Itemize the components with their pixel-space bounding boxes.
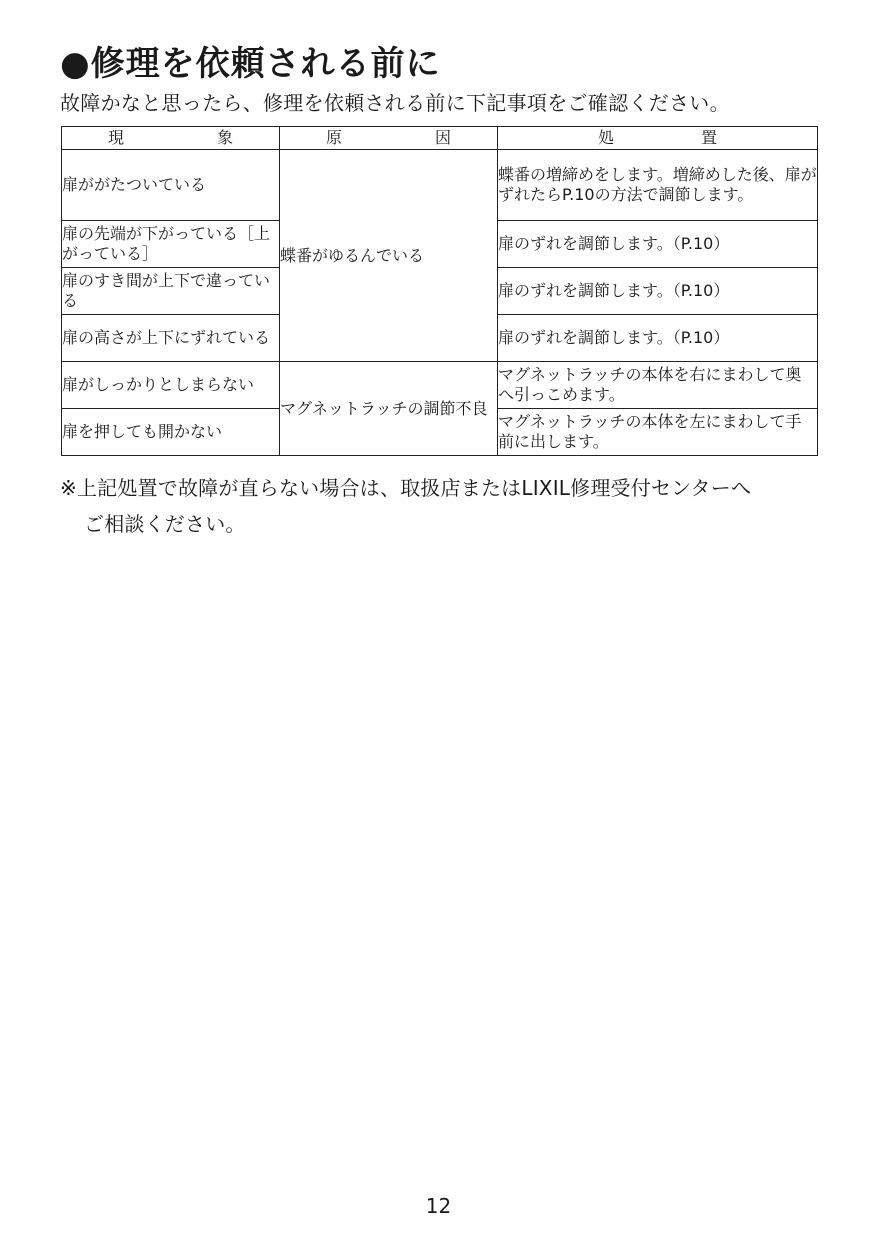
symptom-cell: 扉の先端が下がっている［上がっている］ [62, 221, 280, 268]
symptom-cell: 扉の高さが上下にずれている [62, 315, 280, 362]
header-symptom: 現 象 [62, 127, 280, 150]
intro-text: 故障かなと思ったら、修理を依頼される前に下記事項をご確認ください。 [60, 91, 730, 115]
footnote-line-1: ※上記処置で故障が直らない場合は、取扱店またはLIXIL修理受付センターへ [60, 476, 752, 500]
action-cell: 蝶番の増締めをします。増締めした後、扉がずれたらP.10の方法で調節します。 [498, 150, 818, 221]
troubleshooting-table [61, 126, 818, 456]
table-row [62, 362, 818, 409]
cause-cell: 蝶番がゆるんでいる [280, 150, 498, 362]
symptom-cell: 扉ががたついている [62, 150, 280, 221]
footnote [60, 470, 751, 542]
symptom-cell: 扉を押しても開かない [62, 409, 280, 456]
symptom-cell: 扉がしっかりとしまらない [62, 362, 280, 409]
action-cell: マグネットラッチの本体を右にまわして奥へ引っこめます。 [498, 362, 818, 409]
header-action: 処 置 [498, 127, 818, 150]
page-number: 12 [425, 1194, 452, 1218]
table-row [62, 150, 818, 221]
cause-cell: マグネットラッチの調節不良 [280, 362, 498, 456]
page-title: ●修理を依頼される前に [60, 44, 441, 84]
table-header-row [62, 127, 818, 150]
header-cause: 原 因 [280, 127, 498, 150]
action-cell: 扉のずれを調節します。（P.10） [498, 315, 818, 362]
footnote-line-2: ご相談ください。 [84, 512, 246, 536]
action-cell: 扉のずれを調節します。（P.10） [498, 221, 818, 268]
action-cell: 扉のずれを調節します。（P.10） [498, 268, 818, 315]
symptom-cell: 扉のすき間が上下で違っている [62, 268, 280, 315]
action-cell: マグネットラッチの本体を左にまわして手前に出します。 [498, 409, 818, 456]
